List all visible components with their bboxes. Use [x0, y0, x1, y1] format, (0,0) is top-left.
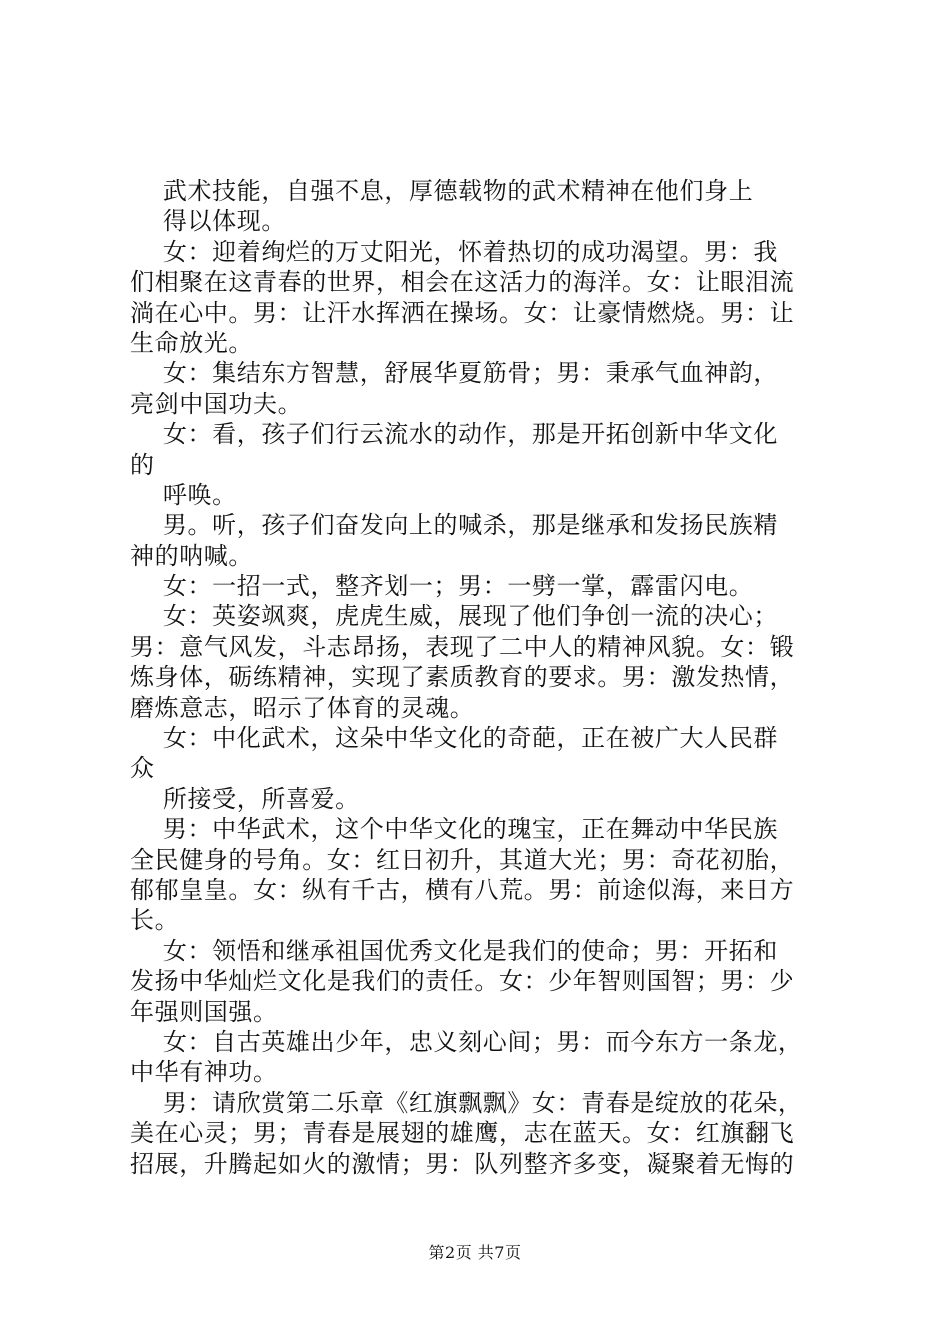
text-line: 女：一招一式，整齐划一；男：一劈一掌，霹雷闪电。: [130, 572, 754, 601]
text-line: 女：迎着绚烂的万丈阳光，怀着热切的成功渴望。男：我: [130, 237, 778, 266]
text-line: 郁郁皇皇。女：纵有千古，横有八荒。男：前途似海，来日方: [130, 875, 795, 904]
text-line: 男：请欣赏第二乐章《红旗飘飘》女：青春是绽放的花朵，: [130, 1088, 803, 1117]
text-line: 男：意气风发，斗志昂扬，表现了二中人的精神风貌。女：锻: [130, 632, 795, 661]
text-line: 亮剑中国功夫。: [130, 389, 303, 418]
text-line: 年强则国强。: [130, 997, 278, 1026]
text-line: 众: [130, 754, 155, 783]
text-line: 男：中华武术，这个中华文化的瑰宝，正在舞动中华民族: [130, 815, 778, 844]
text-line: 中华有神功。: [130, 1058, 278, 1087]
text-line: 女：中化武术，这朵中华文化的奇葩，正在被广大人民群: [130, 724, 778, 753]
text-line: 呼唤。: [130, 480, 237, 509]
text-line: 淌在心中。男：让汗水挥洒在操场。女：让豪情燃烧。男：让: [130, 298, 795, 327]
text-line: 男。听，孩子们奋发向上的喊杀，那是继承和发扬民族精: [130, 511, 778, 540]
text-line: 美在心灵；男；青春是展翅的雄鹰，志在蓝天。女：红旗翻飞: [130, 1119, 795, 1148]
text-line: 生命放光。: [130, 328, 253, 357]
page-footer: 第2页 共7页: [428, 1243, 522, 1262]
text-line: 磨炼意志，昭示了体育的灵魂。: [130, 693, 475, 722]
text-line: 发扬中华灿烂文化是我们的责任。女：少年智则国智；男：少: [130, 967, 795, 996]
text-line: 招展，升腾起如火的激情；男：队列整齐多变，凝聚着无悔的: [130, 1149, 795, 1178]
text-line: 神的呐喊。: [130, 541, 253, 570]
text-line: 全民健身的号角。女：红日初升，其道大光；男：奇花初胎，: [130, 845, 795, 874]
text-line: 女：自古英雄出少年，忠义刻心间；男：而今东方一条龙，: [130, 1027, 803, 1056]
text-line: 女：集结东方智慧，舒展华夏筋骨；男：秉承气血神韵，: [130, 359, 778, 388]
text-line: 炼身体，砺练精神，实现了素质教育的要求。男：激发热情，: [130, 663, 795, 692]
text-line: 得以体现。: [130, 207, 286, 236]
text-line: 长。: [130, 906, 180, 935]
text-line: 女：领悟和继承祖国优秀文化是我们的使命；男：开拓和: [130, 936, 778, 965]
text-line: 女：英姿飒爽，虎虎生威，展现了他们争创一流的决心；: [130, 602, 778, 631]
text-line: 们相聚在这青春的世界，相会在这活力的海洋。女：让眼泪流: [130, 268, 795, 297]
text-line: 所接受，所喜爱。: [130, 784, 360, 813]
text-line: 的: [130, 450, 155, 479]
text-line: 武术技能，自强不息，厚德载物的武术精神在他们身上: [130, 177, 754, 205]
document-body: [130, 176, 835, 1179]
text-line: 女：看，孩子们行云流水的动作，那是开拓创新中华文化: [130, 420, 778, 449]
